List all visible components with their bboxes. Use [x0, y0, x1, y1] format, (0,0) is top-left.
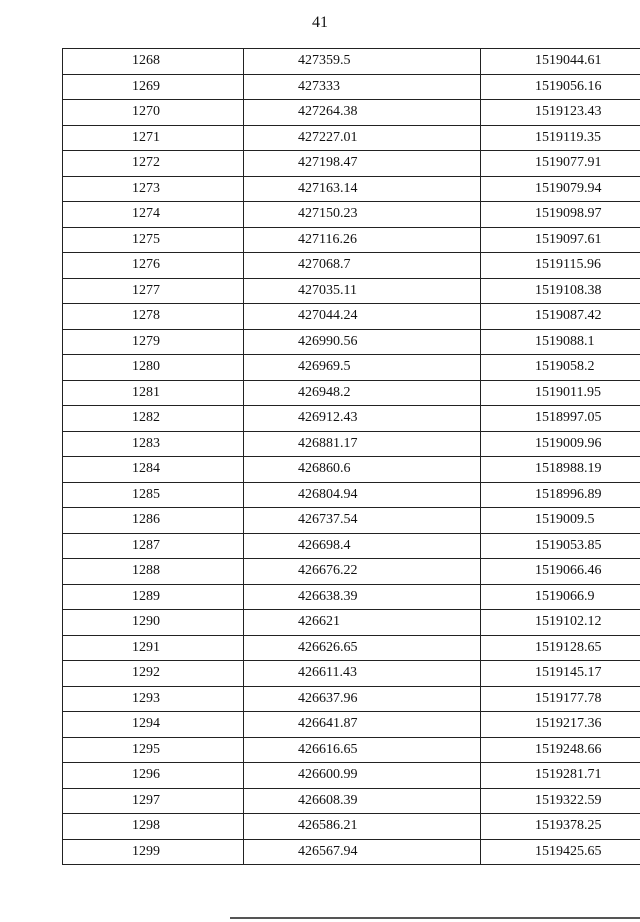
x-coordinate-cell: 426990.56 — [244, 329, 481, 355]
y-coordinate-cell: 1519108.38 — [481, 278, 640, 304]
table-row — [63, 49, 640, 75]
x-coordinate-cell: 426626.65 — [244, 635, 481, 661]
point-number-cell: 1293 — [63, 686, 244, 712]
table-row — [63, 329, 640, 355]
coordinates-table-body — [63, 49, 640, 865]
point-number-cell: 1292 — [63, 661, 244, 687]
x-coordinate-cell: 426737.54 — [244, 508, 481, 534]
point-number-cell: 1299 — [63, 839, 244, 865]
point-number-cell: 1289 — [63, 584, 244, 610]
y-coordinate-cell: 1519128.65 — [481, 635, 640, 661]
x-coordinate-cell: 427068.7 — [244, 253, 481, 279]
x-coordinate-cell: 426586.21 — [244, 814, 481, 840]
x-coordinate-cell: 426881.17 — [244, 431, 481, 457]
y-coordinate-cell: 1519058.2 — [481, 355, 640, 381]
x-coordinate-cell: 426621 — [244, 610, 481, 636]
table-row — [63, 74, 640, 100]
page-number: 41 — [312, 14, 328, 31]
x-coordinate-cell: 426948.2 — [244, 380, 481, 406]
point-number-cell: 1295 — [63, 737, 244, 763]
table-row — [63, 610, 640, 636]
point-number-cell: 1276 — [63, 253, 244, 279]
x-coordinate-cell: 427359.5 — [244, 49, 481, 75]
table-row — [63, 278, 640, 304]
table-row — [63, 202, 640, 228]
table-row — [63, 584, 640, 610]
table-row — [63, 406, 640, 432]
table-row — [63, 559, 640, 585]
point-number-cell: 1285 — [63, 482, 244, 508]
y-coordinate-cell: 1519053.85 — [481, 533, 640, 559]
y-coordinate-cell: 1519097.61 — [481, 227, 640, 253]
point-number-cell: 1291 — [63, 635, 244, 661]
x-coordinate-cell: 426611.43 — [244, 661, 481, 687]
y-coordinate-cell: 1519077.91 — [481, 151, 640, 177]
table-row — [63, 508, 640, 534]
point-number-cell: 1269 — [63, 74, 244, 100]
table-row — [63, 176, 640, 202]
table-row — [63, 533, 640, 559]
table-row — [63, 788, 640, 814]
x-coordinate-cell: 427227.01 — [244, 125, 481, 151]
point-number-cell: 1274 — [63, 202, 244, 228]
x-coordinate-cell: 426608.39 — [244, 788, 481, 814]
y-coordinate-cell: 1519123.43 — [481, 100, 640, 126]
x-coordinate-cell: 426638.39 — [244, 584, 481, 610]
y-coordinate-cell: 1519248.66 — [481, 737, 640, 763]
y-coordinate-cell: 1518996.89 — [481, 482, 640, 508]
point-number-cell: 1273 — [63, 176, 244, 202]
table-row — [63, 839, 640, 865]
y-coordinate-cell: 1519066.9 — [481, 584, 640, 610]
x-coordinate-cell: 427333 — [244, 74, 481, 100]
y-coordinate-cell: 1519056.16 — [481, 74, 640, 100]
x-coordinate-cell: 426567.94 — [244, 839, 481, 865]
table-row — [63, 763, 640, 789]
y-coordinate-cell: 1519177.78 — [481, 686, 640, 712]
y-coordinate-cell: 1519102.12 — [481, 610, 640, 636]
y-coordinate-cell: 1518997.05 — [481, 406, 640, 432]
x-coordinate-cell: 426600.99 — [244, 763, 481, 789]
point-number-cell: 1298 — [63, 814, 244, 840]
point-number-cell: 1279 — [63, 329, 244, 355]
table-row — [63, 100, 640, 126]
x-coordinate-cell: 427044.24 — [244, 304, 481, 330]
point-number-cell: 1287 — [63, 533, 244, 559]
y-coordinate-cell: 1519088.1 — [481, 329, 640, 355]
point-number-cell: 1290 — [63, 610, 244, 636]
point-number-cell: 1284 — [63, 457, 244, 483]
table-row — [63, 712, 640, 738]
y-coordinate-cell: 1519378.25 — [481, 814, 640, 840]
y-coordinate-cell: 1519098.97 — [481, 202, 640, 228]
table-row — [63, 661, 640, 687]
y-coordinate-cell: 1519115.96 — [481, 253, 640, 279]
point-number-cell: 1283 — [63, 431, 244, 457]
point-number-cell: 1268 — [63, 49, 244, 75]
point-number-cell: 1288 — [63, 559, 244, 585]
y-coordinate-cell: 1519011.95 — [481, 380, 640, 406]
point-number-cell: 1286 — [63, 508, 244, 534]
x-coordinate-cell: 427198.47 — [244, 151, 481, 177]
bottom-rule — [230, 917, 640, 919]
x-coordinate-cell: 426912.43 — [244, 406, 481, 432]
point-number-cell: 1278 — [63, 304, 244, 330]
y-coordinate-cell: 1519087.42 — [481, 304, 640, 330]
x-coordinate-cell: 426860.6 — [244, 457, 481, 483]
y-coordinate-cell: 1518988.19 — [481, 457, 640, 483]
x-coordinate-cell: 427035.11 — [244, 278, 481, 304]
x-coordinate-cell: 427264.38 — [244, 100, 481, 126]
x-coordinate-cell: 426616.65 — [244, 737, 481, 763]
point-number-cell: 1280 — [63, 355, 244, 381]
y-coordinate-cell: 1519044.61 — [481, 49, 640, 75]
table-row — [63, 431, 640, 457]
x-coordinate-cell: 426698.4 — [244, 533, 481, 559]
table-row — [63, 380, 640, 406]
table-row — [63, 686, 640, 712]
point-number-cell: 1272 — [63, 151, 244, 177]
table-row — [63, 304, 640, 330]
point-number-cell: 1271 — [63, 125, 244, 151]
y-coordinate-cell: 1519009.5 — [481, 508, 640, 534]
y-coordinate-cell: 1519425.65 — [481, 839, 640, 865]
point-number-cell: 1296 — [63, 763, 244, 789]
y-coordinate-cell: 1519281.71 — [481, 763, 640, 789]
coordinates-table — [62, 48, 640, 865]
table-row — [63, 151, 640, 177]
y-coordinate-cell: 1519119.35 — [481, 125, 640, 151]
point-number-cell: 1275 — [63, 227, 244, 253]
table-row — [63, 814, 640, 840]
x-coordinate-cell: 426969.5 — [244, 355, 481, 381]
y-coordinate-cell: 1519322.59 — [481, 788, 640, 814]
y-coordinate-cell: 1519009.96 — [481, 431, 640, 457]
point-number-cell: 1282 — [63, 406, 244, 432]
x-coordinate-cell: 427163.14 — [244, 176, 481, 202]
table-row — [63, 253, 640, 279]
x-coordinate-cell: 426804.94 — [244, 482, 481, 508]
y-coordinate-cell: 1519066.46 — [481, 559, 640, 585]
point-number-cell: 1281 — [63, 380, 244, 406]
x-coordinate-cell: 426637.96 — [244, 686, 481, 712]
x-coordinate-cell: 426641.87 — [244, 712, 481, 738]
table-row — [63, 635, 640, 661]
point-number-cell: 1270 — [63, 100, 244, 126]
y-coordinate-cell: 1519079.94 — [481, 176, 640, 202]
y-coordinate-cell: 1519145.17 — [481, 661, 640, 687]
x-coordinate-cell: 427116.26 — [244, 227, 481, 253]
point-number-cell: 1294 — [63, 712, 244, 738]
point-number-cell: 1297 — [63, 788, 244, 814]
x-coordinate-cell: 427150.23 — [244, 202, 481, 228]
table-row — [63, 355, 640, 381]
table-row — [63, 227, 640, 253]
table-row — [63, 457, 640, 483]
y-coordinate-cell: 1519217.36 — [481, 712, 640, 738]
x-coordinate-cell: 426676.22 — [244, 559, 481, 585]
table-row — [63, 125, 640, 151]
point-number-cell: 1277 — [63, 278, 244, 304]
table-row — [63, 737, 640, 763]
table-row — [63, 482, 640, 508]
